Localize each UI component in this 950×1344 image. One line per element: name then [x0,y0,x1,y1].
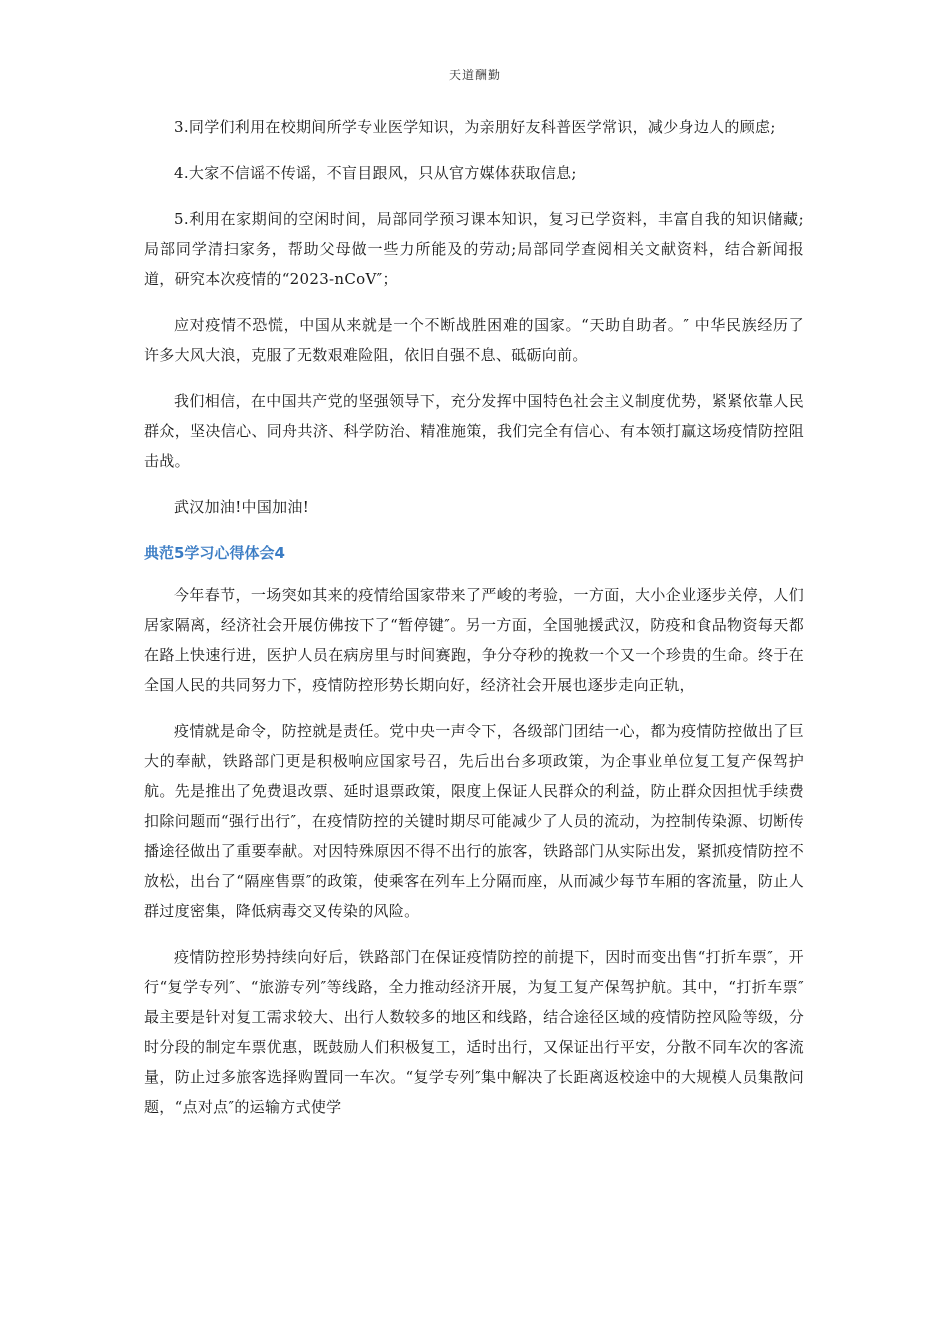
paragraph-item-3: 3.同学们利用在校期间所学专业医学知识，为亲朋好友科普医学常识，减少身边人的顾虑; [174,118,776,136]
section-paragraph-railway-policy: 疫情就是命令，防控就是责任。党中央一声令下，各级部门团结一心，都为疫情防控做出了巨大的奉献，铁路部门更是积极响应国家号召，先后出台多项政策，为企事业单位复工复产保驾护航。先是推出了免费退改票、延时退票政策，限度上保证人民群众的利益，防止群众因担忧手续费扣除问题而“强行出行″，在疫情防控的关键时期尽可能减少了人员的流动，为控制传染源、切断传播途径做出了重要奉献。对因特殊原因不得不出行的旅客，铁路部门从实际出发，紧抓疫情防控不放松，出台了“隔座售票″的政策，使乘客在列车上分隔而座，从而减少每节车厢的客流量，防止人群过度密集，降低病毒交叉传染的风险。 [144,722,804,920]
paragraph-item-5: 5.利用在家期间的空闲时间，局部同学预习课本知识，复习已学资料，丰富自我的知识储藏;局部同学清扫家务，帮助父母做一些力所能及的劳动;局部同学查阅相关文献资料，结合新闻报道，研究本次疫情的“2023-nCoV″； [144,210,804,288]
paragraph-item-4: 4.大家不信谣不传谣，不盲目跟风，只从官方媒体获取信息; [174,164,577,182]
paragraph-we-believe: 我们相信，在中国共产党的坚强领导下，充分发挥中国特色社会主义制度优势，紧紧依靠人民群众，坚决信心、同舟共济、科学防治、精准施策，我们完全有信心、有本领打赢这场疫情防控阻击战。 [144,392,804,470]
paragraph-slogan: 武汉加油!中国加油! [174,498,310,516]
section-paragraph-spring-festival: 今年春节，一场突如其来的疫情给国家带来了严峻的考验，一方面，大小企业逐步关停，人们居家隔离，经济社会开展仿佛按下了“暂停键″。另一方面，全国驰援武汉，防疫和食品物资每天都在路上快速行进，医护人员在病房里与时间赛跑，争分夺秒的挽救一个又一个珍贵的生命。终于在全国人民的共同努力下，疫情防控形势长期向好，经济社会开展也逐步走向正轨， [144,586,804,694]
document-body [144,112,804,1138]
section-heading: 典范5学习心得体会4 [144,544,285,562]
paragraph-no-panic: 应对疫情不恐慌，中国从来就是一个不断战胜困难的国家。“天助自助者。″ 中华民族经历了许多大风大浪，克服了无数艰难险阻，依旧自强不息、砥砺向前。 [144,316,804,364]
page-header: 天道酬勤 [448,68,501,82]
section-paragraph-discount-tickets: 疫情防控形势持续向好后，铁路部门在保证疫情防控的前提下，因时而变出售“打折车票″，开行“复学专列″、“旅游专列″等线路，全力推动经济开展，为复工复产保驾护航。其中，“打折车票″最主要是针对复工需求较大、出行人数较多的地区和线路，结合途径区域的疫情防控风险等级，分时分段的制定车票优惠，既鼓励人们积极复工，适时出行，又保证出行平安，分散不同车次的客流量，防止过多旅客选择购置同一车次。“复学专列″集中解决了长距离返校途中的大规模人员集散问题，“点对点″的运输方式使学 [144,948,804,1116]
